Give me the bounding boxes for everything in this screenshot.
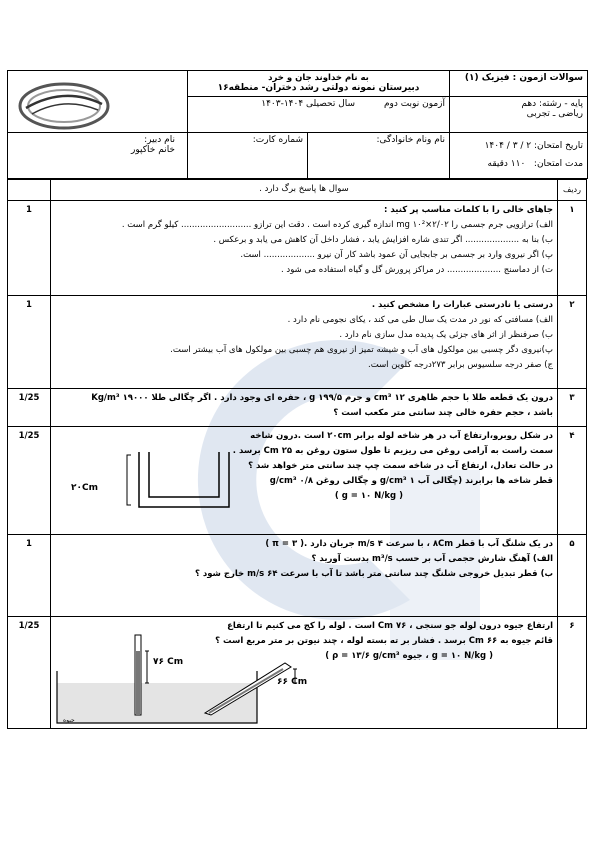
question-row bbox=[8, 296, 587, 389]
student-name-cell[interactable]: نام ونام خانوادگی: bbox=[308, 133, 450, 179]
grade-field: پایه - رشته: دهم ریاضی ـ تجربی bbox=[450, 97, 588, 133]
question-text: جاهای خالی را با کلمات مناسب پر کنید : الف) ترازویی جرم جسمی را ۲/۰۲×۱۰² mg اندازه گیری کرده است . دقت این ترازو .......................... کیلو گرم است . ب) بنا به .................... اگر تندی شاره افزایش یابد ، فشار داخل آن کاهش می یابد و برعکس . پ) اگر نیروی وارد بر جسمی بر جابجایی آن عمود باشد کار آن نیرو ................... است. ت) از دماسنج .................... در مراکز پرورش گل و گیاه استفاده می شود . bbox=[51, 201, 558, 296]
exam-title: سوالات ازمون : فیزیک (۱) bbox=[450, 71, 588, 97]
question-score: 1/25 bbox=[8, 617, 51, 729]
question-number: ۳ bbox=[558, 389, 587, 427]
question-row bbox=[8, 427, 587, 535]
question-text: درون یک قطعه طلا با حجم ظاهری ۱۲ cm³ و جرم ۱۹۹/۵ g ، حفره ای وجود دارد . اگر چگالی طلا ۱۹۰۰۰ Kg/m³ باشد ، حجم حفره خالی چند سانتی متر مکعب است ؟ bbox=[51, 389, 558, 427]
question-score: 1/25 bbox=[8, 427, 51, 535]
question-number: ۲ bbox=[558, 296, 587, 389]
question-text: درستی یا نادرستی عبارات را مشخص کنید . الف) مسافتی که نور در مدت یک سال طی می کند ، یکای نجومی نام دارد . ب) صرفنظر از اثر های جزئی یک پدیده مدل سازی نام دارد . پ)نیروی دگر چسبی بین مولکول های آب و شیشه تمیز از نیروی هم چسبی بین مولکول های آب بیشتر است. ج) صفر درجه سلسیوس برابر ۲۷۳درجه کلوین است. bbox=[51, 296, 558, 389]
question-text: ارتفاع جیوه درون لوله جو سنجی ، ۷۶ Cm است . لوله را کج می کنیم تا ارتفاع قائم جیوه به ۶۶ Cm برسد . فشار بر ته بسته لوله ، چند نیوتن بر متر مربع است ؟ ( g = ۱۰ N/kg ، جیوه ρ = ۱۳/۶ g/cm³ ) ۷۶ Cm ۶۶ Cm جیوه bbox=[51, 617, 558, 729]
figure-label: ۲۰Cm bbox=[71, 483, 98, 493]
barometer-figure bbox=[55, 631, 315, 726]
exam-round: آزمون نوبت دوم سال تحصیلی ۱۴۰۴-۱۴۰۳ bbox=[188, 97, 450, 133]
question-number: ۶ bbox=[558, 617, 587, 729]
question-row bbox=[8, 535, 587, 617]
question-text: در شکل روبرو،ارتفاع آب در هر شاخه لوله برابر ۲۰cm است .درون شاخه سمت راست به آرامی روغن می ریزیم تا طول ستون روغن به ۲۵ Cm برسد . در حالت تعادل، ارتفاع آب در شاخه سمت چپ چند سانتی متر خواهد شد ؟ قطر شاخه ها برابرند (چگالی آب ۱ g/cm³ و چگالی روغن ۰/۸ g/cm³ ( g = ۱۰ N/kg ) ۲۰Cm bbox=[51, 427, 558, 535]
question-score: 1 bbox=[8, 201, 51, 296]
question-score: 1/25 bbox=[8, 389, 51, 427]
school-banner: به نام خداوند جان و خرد دبیرستان نمونه دولتی رشد دختران- منطقه۱۶ bbox=[188, 71, 450, 97]
question-score: 1 bbox=[8, 296, 51, 389]
figure-label-mercury: جیوه bbox=[63, 717, 75, 724]
exam-header bbox=[7, 70, 588, 179]
question-number: ۵ bbox=[558, 535, 587, 617]
card-number-cell[interactable]: شماره کارت: bbox=[188, 133, 308, 179]
u-tube-figure bbox=[69, 447, 269, 527]
question-row bbox=[8, 201, 587, 296]
exam-date-cell: تاریخ امتحان: ۲ / ۳ / ۱۴۰۴ مدت امتحان: ۱۱۰ دقیقه bbox=[450, 133, 588, 179]
row-header: ردیف bbox=[558, 180, 587, 201]
question-row bbox=[8, 617, 587, 729]
questions-table bbox=[7, 179, 587, 729]
figure-label-76: ۷۶ Cm bbox=[153, 657, 184, 667]
question-number: ۴ bbox=[558, 427, 587, 535]
answer-note: سوال ها پاسخ برگ دارد . bbox=[51, 180, 558, 201]
teacher-cell: نام دبیر: خانم خاکپور bbox=[8, 133, 188, 179]
question-score: 1 bbox=[8, 535, 51, 617]
figure-label-66: ۶۶ Cm bbox=[277, 677, 308, 687]
logo-cell bbox=[8, 71, 188, 133]
question-row bbox=[8, 389, 587, 427]
question-number: ۱ bbox=[558, 201, 587, 296]
question-text: در یک شلنگ آب با قطر ۸Cm ، با سرعت ۴ m/s جریان دارد .( ۳ = π ) الف) آهنگ شارش حجمی آب بر حسب m³/s بدست آورید ؟ ب) قطر تبدیل خروجی شلنگ چند سانتی متر باشد تا آب با سرعت ۶۴ m/s خارج شود ؟ bbox=[51, 535, 558, 617]
